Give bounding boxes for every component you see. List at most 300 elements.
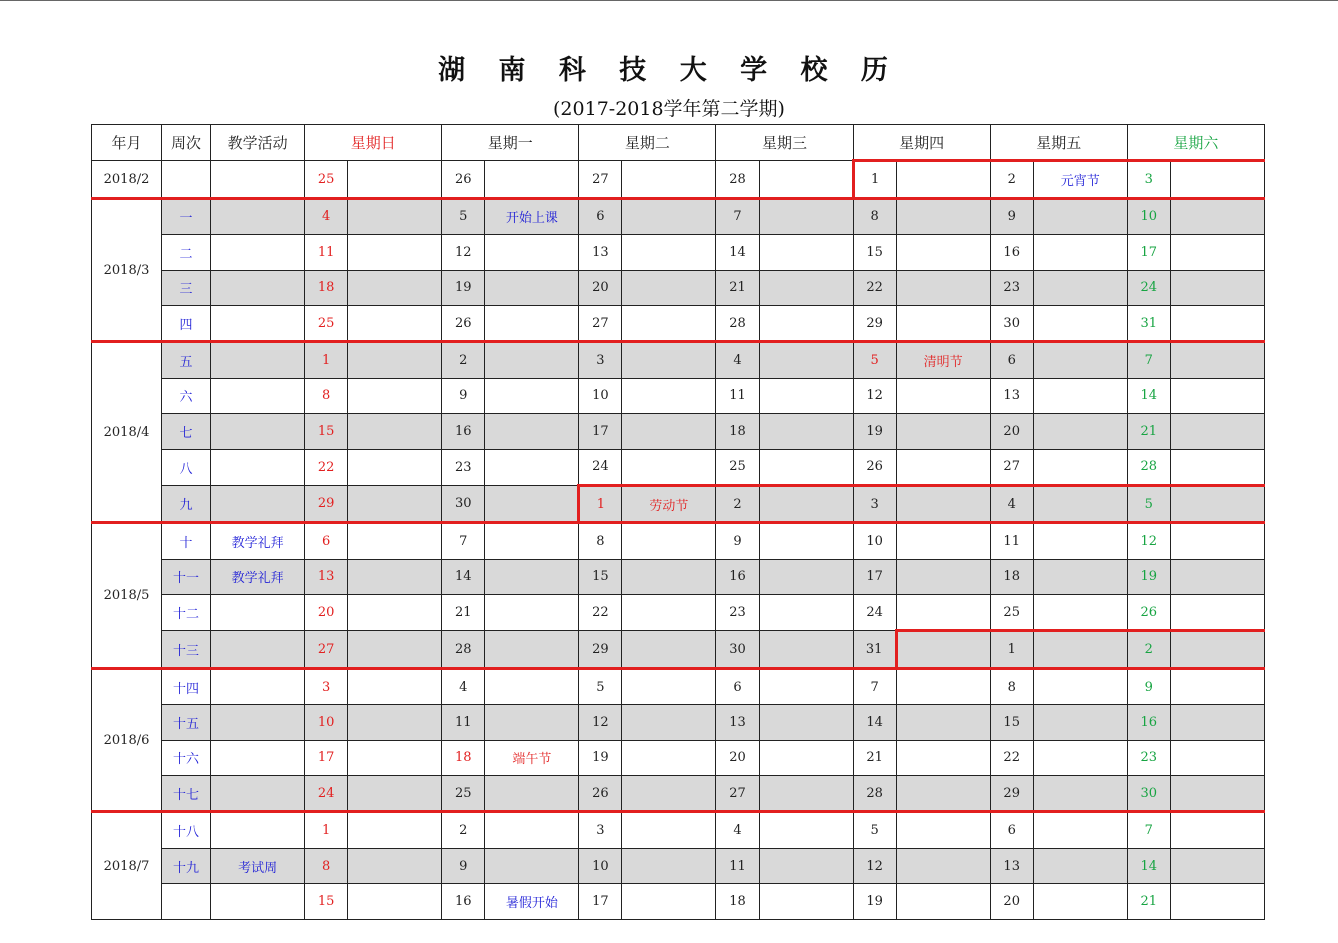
- day-number: 29: [990, 776, 1033, 812]
- day-note: [759, 235, 853, 270]
- day-number: 21: [442, 595, 485, 631]
- day-number: 4: [716, 812, 759, 848]
- calendar-table: [91, 124, 1265, 920]
- day-number: 25: [716, 449, 759, 485]
- day-number: 8: [305, 378, 348, 413]
- day-number: 24: [579, 449, 622, 485]
- day-number: 9: [990, 198, 1033, 234]
- day-note: [896, 740, 990, 775]
- day-number: 25: [305, 161, 348, 198]
- activity-cell: [211, 485, 305, 522]
- day-number: 1: [305, 342, 348, 378]
- page-subtitle: (2017-2018学年第二学期): [553, 98, 785, 120]
- table-row: [92, 776, 1265, 812]
- day-note: [896, 631, 990, 668]
- day-number: 27: [579, 161, 622, 198]
- day-note: [348, 740, 442, 775]
- day-note: [1033, 848, 1127, 883]
- activity-cell: [211, 812, 305, 848]
- day-note: [485, 449, 579, 485]
- day-note: [622, 523, 716, 559]
- day-number: 24: [853, 595, 896, 631]
- day-note: [1170, 631, 1264, 668]
- day-number: 26: [579, 776, 622, 812]
- day-number: 29: [305, 485, 348, 522]
- day-note: [1170, 705, 1264, 740]
- day-number: 26: [442, 305, 485, 341]
- day-note: [759, 631, 853, 668]
- day-number: 2: [990, 161, 1033, 198]
- day-number: 30: [990, 305, 1033, 341]
- day-number: 19: [1127, 559, 1170, 594]
- activity-cell: [211, 378, 305, 413]
- day-note: 元宵节: [1033, 161, 1127, 198]
- day-note: [759, 485, 853, 522]
- activity-cell: [211, 161, 305, 198]
- day-number: 22: [853, 270, 896, 305]
- day-note: [1033, 668, 1127, 704]
- day-number: 12: [579, 705, 622, 740]
- week-cell: [162, 161, 211, 198]
- day-number: 18: [716, 414, 759, 449]
- day-note: [1033, 884, 1127, 919]
- day-number: 21: [1127, 884, 1170, 919]
- col-header-friday: 星期五: [990, 125, 1127, 161]
- day-number: 1: [305, 812, 348, 848]
- day-number: 18: [716, 884, 759, 919]
- table-row: [92, 161, 1265, 198]
- col-header-month: 年月: [92, 125, 162, 161]
- day-number: 6: [579, 198, 622, 234]
- day-note: [896, 414, 990, 449]
- table-row: [92, 559, 1265, 594]
- day-number: 3: [579, 812, 622, 848]
- day-number: 13: [579, 235, 622, 270]
- day-note: [622, 270, 716, 305]
- day-number: 12: [853, 378, 896, 413]
- day-note: [348, 485, 442, 522]
- day-number: 14: [1127, 848, 1170, 883]
- day-note: [896, 523, 990, 559]
- day-note: [348, 776, 442, 812]
- day-note: [1170, 740, 1264, 775]
- day-note: [348, 884, 442, 919]
- day-number: 13: [990, 848, 1033, 883]
- activity-cell: [211, 270, 305, 305]
- month-cell: 2018/2: [92, 161, 162, 198]
- day-number: 20: [305, 595, 348, 631]
- table-row: [92, 270, 1265, 305]
- day-note: [348, 161, 442, 198]
- week-cell: 十五: [162, 705, 211, 740]
- day-note: [1033, 523, 1127, 559]
- day-note: [1033, 776, 1127, 812]
- activity-cell: [211, 305, 305, 341]
- day-number: 20: [990, 884, 1033, 919]
- day-number: 6: [990, 812, 1033, 848]
- month-cell: 2018/3: [92, 198, 162, 342]
- day-note: [485, 342, 579, 378]
- table-row: [92, 812, 1265, 848]
- activity-cell: [211, 595, 305, 631]
- month-cell: 2018/7: [92, 812, 162, 919]
- day-note: [1033, 740, 1127, 775]
- day-note: [759, 848, 853, 883]
- day-number: 14: [853, 705, 896, 740]
- day-note: [1033, 595, 1127, 631]
- table-row: [92, 740, 1265, 775]
- day-note: [348, 848, 442, 883]
- day-number: 2: [442, 812, 485, 848]
- day-number: 10: [579, 378, 622, 413]
- activity-cell: 考试周: [211, 848, 305, 883]
- day-note: [1170, 485, 1264, 522]
- day-number: 25: [990, 595, 1033, 631]
- day-note: [1170, 235, 1264, 270]
- day-note: [622, 378, 716, 413]
- day-note: [622, 668, 716, 704]
- day-number: 7: [853, 668, 896, 704]
- month-cell: 2018/6: [92, 668, 162, 812]
- activity-cell: [211, 884, 305, 919]
- day-note: [622, 559, 716, 594]
- table-row: [92, 705, 1265, 740]
- day-number: 10: [305, 705, 348, 740]
- day-number: 5: [853, 342, 896, 378]
- table-row: [92, 305, 1265, 341]
- day-note: [759, 523, 853, 559]
- day-note: [1170, 559, 1264, 594]
- day-number: 3: [579, 342, 622, 378]
- day-note: [348, 270, 442, 305]
- day-note: [1170, 523, 1264, 559]
- month-cell: 2018/4: [92, 342, 162, 523]
- day-note: [759, 705, 853, 740]
- day-number: 4: [305, 198, 348, 234]
- day-note: [348, 449, 442, 485]
- day-number: 10: [579, 848, 622, 883]
- day-number: 19: [853, 884, 896, 919]
- day-number: 3: [1127, 161, 1170, 198]
- day-note: [485, 235, 579, 270]
- day-note: [1170, 161, 1264, 198]
- day-number: 5: [442, 198, 485, 234]
- day-note: [1170, 378, 1264, 413]
- day-number: 14: [716, 235, 759, 270]
- day-number: 29: [853, 305, 896, 341]
- week-cell: 一: [162, 198, 211, 234]
- day-note: [622, 235, 716, 270]
- day-note: 开始上课: [485, 198, 579, 234]
- day-note: [759, 342, 853, 378]
- day-number: 6: [716, 668, 759, 704]
- day-number: 15: [305, 884, 348, 919]
- day-note: [348, 414, 442, 449]
- top-rule: [0, 0, 1338, 1]
- activity-cell: [211, 235, 305, 270]
- day-number: 16: [442, 414, 485, 449]
- day-note: [348, 235, 442, 270]
- day-note: [622, 305, 716, 341]
- day-note: [1033, 270, 1127, 305]
- day-note: [896, 198, 990, 234]
- day-note: [759, 812, 853, 848]
- activity-cell: [211, 740, 305, 775]
- day-number: 11: [305, 235, 348, 270]
- day-number: 17: [853, 559, 896, 594]
- day-note: [896, 812, 990, 848]
- day-note: [1170, 414, 1264, 449]
- day-number: 4: [990, 485, 1033, 522]
- day-number: 14: [442, 559, 485, 594]
- week-cell: 四: [162, 305, 211, 341]
- day-note: 端午节: [485, 740, 579, 775]
- day-number: 13: [990, 378, 1033, 413]
- col-header-activity: 教学活动: [211, 125, 305, 161]
- day-number: 6: [305, 523, 348, 559]
- week-cell: 五: [162, 342, 211, 378]
- table-row: [92, 595, 1265, 631]
- day-number: 17: [579, 884, 622, 919]
- day-note: [348, 523, 442, 559]
- col-header-sunday: 星期日: [305, 125, 442, 161]
- day-number: 1: [853, 161, 896, 198]
- day-note: [485, 414, 579, 449]
- day-note: [622, 705, 716, 740]
- day-number: 26: [442, 161, 485, 198]
- col-header-saturday: 星期六: [1127, 125, 1264, 161]
- day-number: 24: [305, 776, 348, 812]
- day-number: 21: [853, 740, 896, 775]
- day-number: 4: [442, 668, 485, 704]
- day-number: 20: [716, 740, 759, 775]
- day-note: [1033, 414, 1127, 449]
- table-row: [92, 485, 1265, 522]
- day-number: 23: [716, 595, 759, 631]
- table-row: [92, 342, 1265, 378]
- day-note: 劳动节: [622, 485, 716, 522]
- day-note: [759, 449, 853, 485]
- table-row: [92, 631, 1265, 668]
- day-note: 暑假开始: [485, 884, 579, 919]
- week-cell: 十九: [162, 848, 211, 883]
- day-note: [896, 161, 990, 198]
- col-header-tuesday: 星期二: [579, 125, 716, 161]
- day-note: [896, 668, 990, 704]
- day-note: [896, 235, 990, 270]
- day-number: 19: [579, 740, 622, 775]
- day-number: 15: [305, 414, 348, 449]
- activity-cell: [211, 342, 305, 378]
- day-number: 8: [305, 848, 348, 883]
- day-note: [896, 270, 990, 305]
- day-note: [485, 812, 579, 848]
- day-number: 3: [305, 668, 348, 704]
- day-note: [1170, 595, 1264, 631]
- day-note: [1033, 342, 1127, 378]
- day-number: 26: [853, 449, 896, 485]
- day-note: [1033, 235, 1127, 270]
- day-note: [485, 161, 579, 198]
- day-note: [622, 198, 716, 234]
- activity-cell: [211, 705, 305, 740]
- day-number: 22: [990, 740, 1033, 775]
- day-note: [1170, 449, 1264, 485]
- day-number: 19: [853, 414, 896, 449]
- day-note: [1170, 884, 1264, 919]
- day-note: [485, 485, 579, 522]
- activity-cell: [211, 449, 305, 485]
- week-cell: [162, 884, 211, 919]
- day-number: 17: [1127, 235, 1170, 270]
- day-note: [485, 523, 579, 559]
- day-note: [759, 884, 853, 919]
- day-number: 7: [1127, 342, 1170, 378]
- day-number: 16: [1127, 705, 1170, 740]
- day-note: [348, 705, 442, 740]
- col-header-wednesday: 星期三: [716, 125, 853, 161]
- day-note: [1170, 668, 1264, 704]
- table-row: [92, 235, 1265, 270]
- month-cell: 2018/5: [92, 523, 162, 669]
- day-number: 7: [1127, 812, 1170, 848]
- day-number: 11: [716, 848, 759, 883]
- activity-cell: [211, 198, 305, 234]
- table-row: [92, 198, 1265, 234]
- day-number: 11: [442, 705, 485, 740]
- day-number: 17: [305, 740, 348, 775]
- day-note: [1033, 705, 1127, 740]
- day-note: [759, 270, 853, 305]
- day-number: 25: [305, 305, 348, 341]
- table-row: [92, 523, 1265, 559]
- day-number: 12: [442, 235, 485, 270]
- table-row: [92, 449, 1265, 485]
- day-note: [759, 198, 853, 234]
- day-number: 18: [442, 740, 485, 775]
- activity-cell: [211, 668, 305, 704]
- day-number: 25: [442, 776, 485, 812]
- day-number: 30: [716, 631, 759, 668]
- day-number: 13: [305, 559, 348, 594]
- day-number: 30: [442, 485, 485, 522]
- day-number: 5: [853, 812, 896, 848]
- day-note: 清明节: [896, 342, 990, 378]
- day-number: 7: [442, 523, 485, 559]
- day-note: [1170, 342, 1264, 378]
- day-number: 28: [853, 776, 896, 812]
- day-note: [759, 740, 853, 775]
- day-note: [622, 884, 716, 919]
- day-note: [896, 449, 990, 485]
- day-note: [1170, 776, 1264, 812]
- day-note: [896, 776, 990, 812]
- day-number: 8: [990, 668, 1033, 704]
- table-row: [92, 414, 1265, 449]
- day-number: 3: [853, 485, 896, 522]
- week-cell: 六: [162, 378, 211, 413]
- day-number: 29: [579, 631, 622, 668]
- day-number: 27: [716, 776, 759, 812]
- day-note: [348, 668, 442, 704]
- page-title: 湖 南 科 技 大 学 校 历: [438, 55, 900, 86]
- day-note: [485, 595, 579, 631]
- day-note: [1170, 305, 1264, 341]
- day-note: [622, 449, 716, 485]
- day-note: [348, 595, 442, 631]
- day-note: [485, 631, 579, 668]
- day-number: 1: [579, 485, 622, 522]
- day-number: 17: [579, 414, 622, 449]
- day-number: 12: [853, 848, 896, 883]
- day-note: [759, 161, 853, 198]
- col-header-thursday: 星期四: [853, 125, 990, 161]
- week-cell: 十七: [162, 776, 211, 812]
- day-number: 6: [990, 342, 1033, 378]
- col-header-monday: 星期一: [442, 125, 579, 161]
- week-cell: 十二: [162, 595, 211, 631]
- week-cell: 七: [162, 414, 211, 449]
- day-note: [348, 378, 442, 413]
- day-note: [1033, 198, 1127, 234]
- day-note: [485, 270, 579, 305]
- day-note: [622, 342, 716, 378]
- day-number: 26: [1127, 595, 1170, 631]
- day-number: 27: [305, 631, 348, 668]
- day-note: [759, 378, 853, 413]
- day-note: [896, 559, 990, 594]
- day-number: 13: [716, 705, 759, 740]
- week-cell: 十一: [162, 559, 211, 594]
- day-number: 16: [442, 884, 485, 919]
- day-number: 23: [990, 270, 1033, 305]
- day-note: [759, 559, 853, 594]
- day-number: 23: [1127, 740, 1170, 775]
- day-note: [759, 776, 853, 812]
- day-number: 2: [442, 342, 485, 378]
- day-note: [1170, 848, 1264, 883]
- day-note: [1033, 485, 1127, 522]
- day-number: 28: [716, 305, 759, 341]
- day-number: 8: [579, 523, 622, 559]
- week-cell: 十: [162, 523, 211, 559]
- day-note: [622, 776, 716, 812]
- day-number: 19: [442, 270, 485, 305]
- week-cell: 三: [162, 270, 211, 305]
- day-note: [896, 305, 990, 341]
- table-row: [92, 884, 1265, 919]
- day-note: [1033, 631, 1127, 668]
- day-note: [485, 705, 579, 740]
- day-note: [622, 812, 716, 848]
- day-note: [1170, 198, 1264, 234]
- day-note: [485, 668, 579, 704]
- day-number: 31: [1127, 305, 1170, 341]
- day-number: 23: [442, 449, 485, 485]
- day-note: [622, 595, 716, 631]
- day-number: 8: [853, 198, 896, 234]
- day-note: [1170, 812, 1264, 848]
- day-note: [622, 848, 716, 883]
- day-note: [348, 812, 442, 848]
- day-note: [1033, 449, 1127, 485]
- day-note: [1033, 559, 1127, 594]
- day-note: [1033, 378, 1127, 413]
- day-note: [348, 559, 442, 594]
- day-note: [348, 631, 442, 668]
- day-number: 11: [716, 378, 759, 413]
- day-note: [485, 305, 579, 341]
